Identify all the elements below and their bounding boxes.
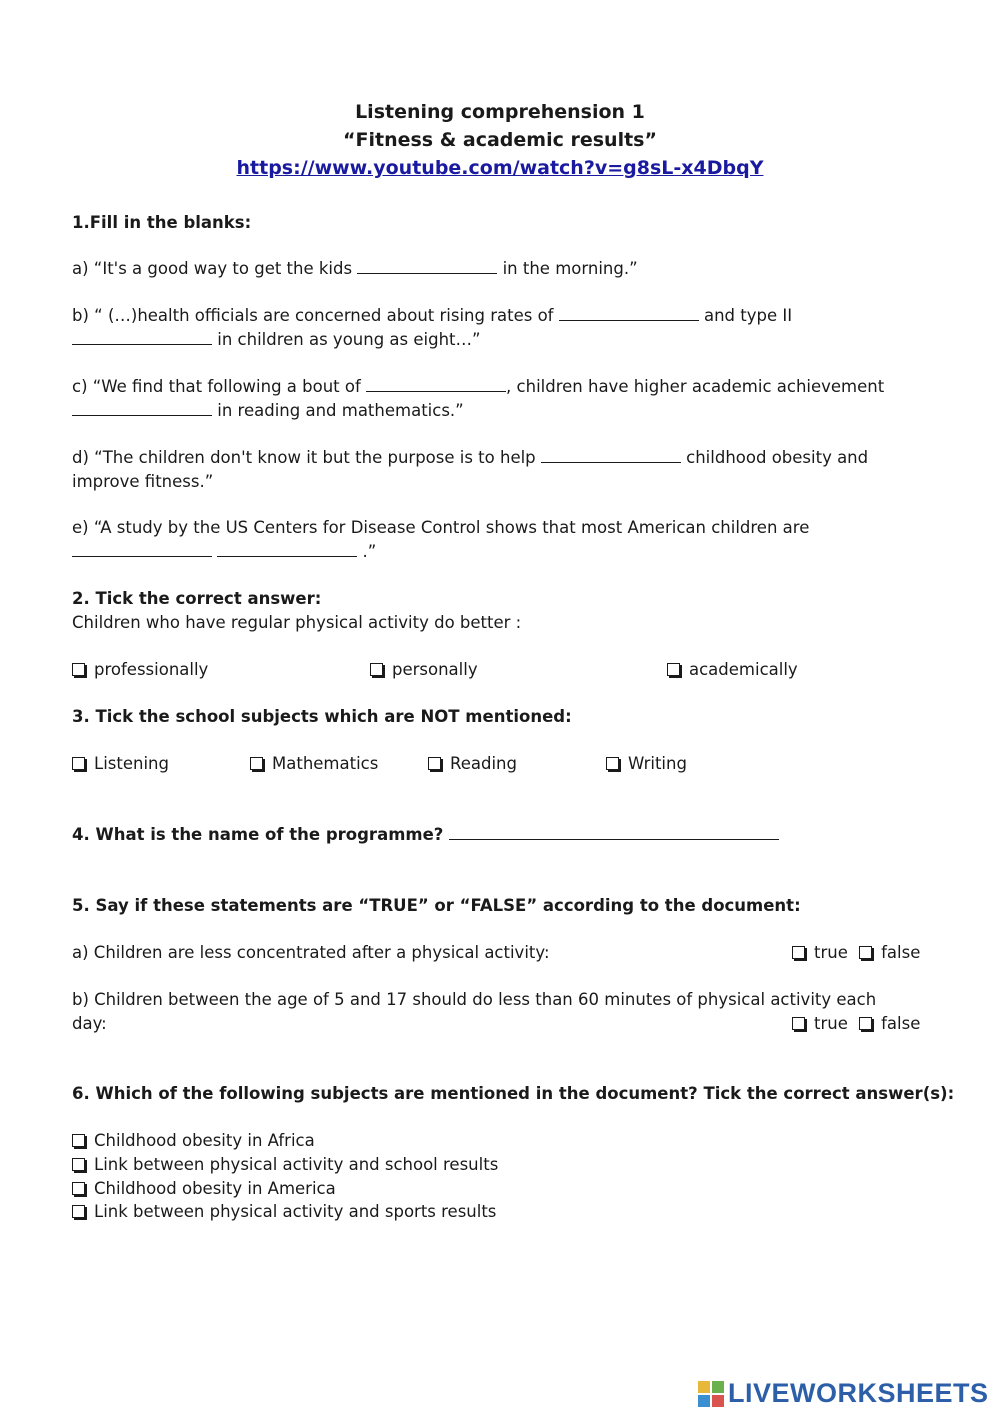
q2-option-academically[interactable] <box>667 660 798 679</box>
q1e-text-end: .” <box>362 542 377 561</box>
q2-option-label: personally <box>392 660 478 679</box>
checkbox-icon[interactable] <box>792 1017 805 1030</box>
q2-option-professionally[interactable] <box>72 660 208 679</box>
q4-heading: 4. What is the name of the programme? <box>72 825 444 844</box>
logo-text: LIVEWORKSHEETS <box>728 1378 989 1408</box>
worksheet-title: Listening comprehension 1 <box>355 101 645 123</box>
q5b-statement-end: day: <box>72 1014 107 1033</box>
q1b-line <box>72 306 792 325</box>
q1b-blank-1[interactable] <box>559 319 699 321</box>
q1c-text-start: c) “We find that following a bout of <box>72 377 361 396</box>
q1b-text-end: in children as young as eight…” <box>217 330 481 349</box>
q5b-false-label: false <box>881 1014 921 1033</box>
q3-option-mathematics[interactable] <box>250 754 378 773</box>
q3-option-reading[interactable] <box>428 754 517 773</box>
q6-option[interactable] <box>72 1131 315 1150</box>
q5a-true-label: true <box>814 943 848 962</box>
q1c-blank-1[interactable] <box>366 390 506 392</box>
q2-heading: 2. Tick the correct answer: <box>72 589 322 608</box>
q5a-false-label: false <box>881 943 921 962</box>
q1c-line-2 <box>72 401 464 420</box>
q1d-line <box>72 448 868 467</box>
q5a-choices <box>792 943 920 962</box>
q2-option-personally[interactable] <box>370 660 478 679</box>
checkbox-icon[interactable] <box>859 1017 872 1030</box>
q6-option-label: Link between physical activity and sports results <box>94 1202 497 1221</box>
liveworksheets-logo <box>698 1378 989 1409</box>
q6-option-label: Childhood obesity in America <box>94 1179 336 1198</box>
q2-prompt: Children who have regular physical activity do better : <box>72 613 522 632</box>
q3-option-label: Listening <box>94 754 169 773</box>
q1c-blank-2[interactable] <box>72 414 212 416</box>
worksheet-subtitle: “Fitness & academic results” <box>343 129 657 151</box>
q6-option-label: Link between physical activity and school results <box>94 1155 499 1174</box>
q6-option[interactable] <box>72 1155 498 1174</box>
q1c-text-mid: , children have higher academic achievement <box>506 377 885 396</box>
q1d-text-start: d) “The children don't know it but the purpose is to help <box>72 448 536 467</box>
q1e-text-start: e) “A study by the US Centers for Disease Control shows that most American children are <box>72 518 810 537</box>
q6-option[interactable] <box>72 1179 336 1198</box>
q1c-line <box>72 377 884 396</box>
q1a-line <box>72 259 638 278</box>
q6-option-label: Childhood obesity in Africa <box>94 1131 315 1150</box>
q6-heading: 6. Which of the following subjects are mentioned in the document? Tick the correct answer(s): <box>72 1084 955 1103</box>
q1b-text-start: b) “ (…)health officials are concerned about rising rates of <box>72 306 554 325</box>
checkbox-icon[interactable] <box>859 946 872 959</box>
q1a-blank[interactable] <box>357 272 497 274</box>
q1b-blank-2[interactable] <box>72 343 212 345</box>
q5b-true-label: true <box>814 1014 848 1033</box>
q1e-blank-1[interactable] <box>72 555 212 557</box>
q1d-text-end: improve fitness.” <box>72 472 214 491</box>
checkbox-icon[interactable] <box>72 663 85 676</box>
q1e-line-2 <box>72 542 376 561</box>
checkbox-icon[interactable] <box>606 757 619 770</box>
q4-answer-blank[interactable] <box>449 838 779 840</box>
q2-option-label: academically <box>689 660 798 679</box>
q1b-text-mid: and type II <box>703 306 793 325</box>
q4-line <box>72 825 779 844</box>
q6-option[interactable] <box>72 1202 496 1221</box>
q5a-statement: a) Children are less concentrated after a physical activity: <box>72 943 550 962</box>
checkbox-icon[interactable] <box>792 946 805 959</box>
q1b-line-2 <box>72 330 481 349</box>
q3-option-label: Reading <box>450 754 517 773</box>
q5-heading: 5. Say if these statements are “TRUE” or “FALSE” according to the document: <box>72 896 801 915</box>
checkbox-icon[interactable] <box>72 757 85 770</box>
q3-option-label: Writing <box>628 754 687 773</box>
q3-option-writing[interactable] <box>606 754 687 773</box>
checkbox-icon[interactable] <box>428 757 441 770</box>
checkbox-icon[interactable] <box>250 757 263 770</box>
video-link[interactable]: https://www.youtube.com/watch?v=g8sL-x4DbqY <box>236 157 764 179</box>
checkbox-icon[interactable] <box>72 1158 85 1171</box>
checkbox-icon[interactable] <box>72 1182 85 1195</box>
checkbox-icon[interactable] <box>72 1205 85 1218</box>
q1-heading: 1.Fill in the blanks: <box>72 213 252 232</box>
q1e-blank-2[interactable] <box>217 555 357 557</box>
q2-option-label: professionally <box>94 660 209 679</box>
checkbox-icon[interactable] <box>72 1134 85 1147</box>
q1c-text-end: in reading and mathematics.” <box>217 401 464 420</box>
q3-option-listening[interactable] <box>72 754 169 773</box>
checkbox-icon[interactable] <box>667 663 680 676</box>
q1d-blank[interactable] <box>541 461 681 463</box>
q1a-text-start: a) “It's a good way to get the kids <box>72 259 353 278</box>
checkbox-icon[interactable] <box>370 663 383 676</box>
q1a-text-end: in the morning.” <box>502 259 638 278</box>
q5b-choices <box>792 1014 920 1033</box>
q5b-statement: b) Children between the age of 5 and 17 should do less than 60 minutes of physical activity each <box>72 990 877 1009</box>
logo-mark-icon <box>698 1381 724 1407</box>
q1d-text-mid: childhood obesity and <box>686 448 869 467</box>
q3-option-label: Mathematics <box>272 754 379 773</box>
q3-heading: 3. Tick the school subjects which are NOT mentioned: <box>72 707 572 726</box>
